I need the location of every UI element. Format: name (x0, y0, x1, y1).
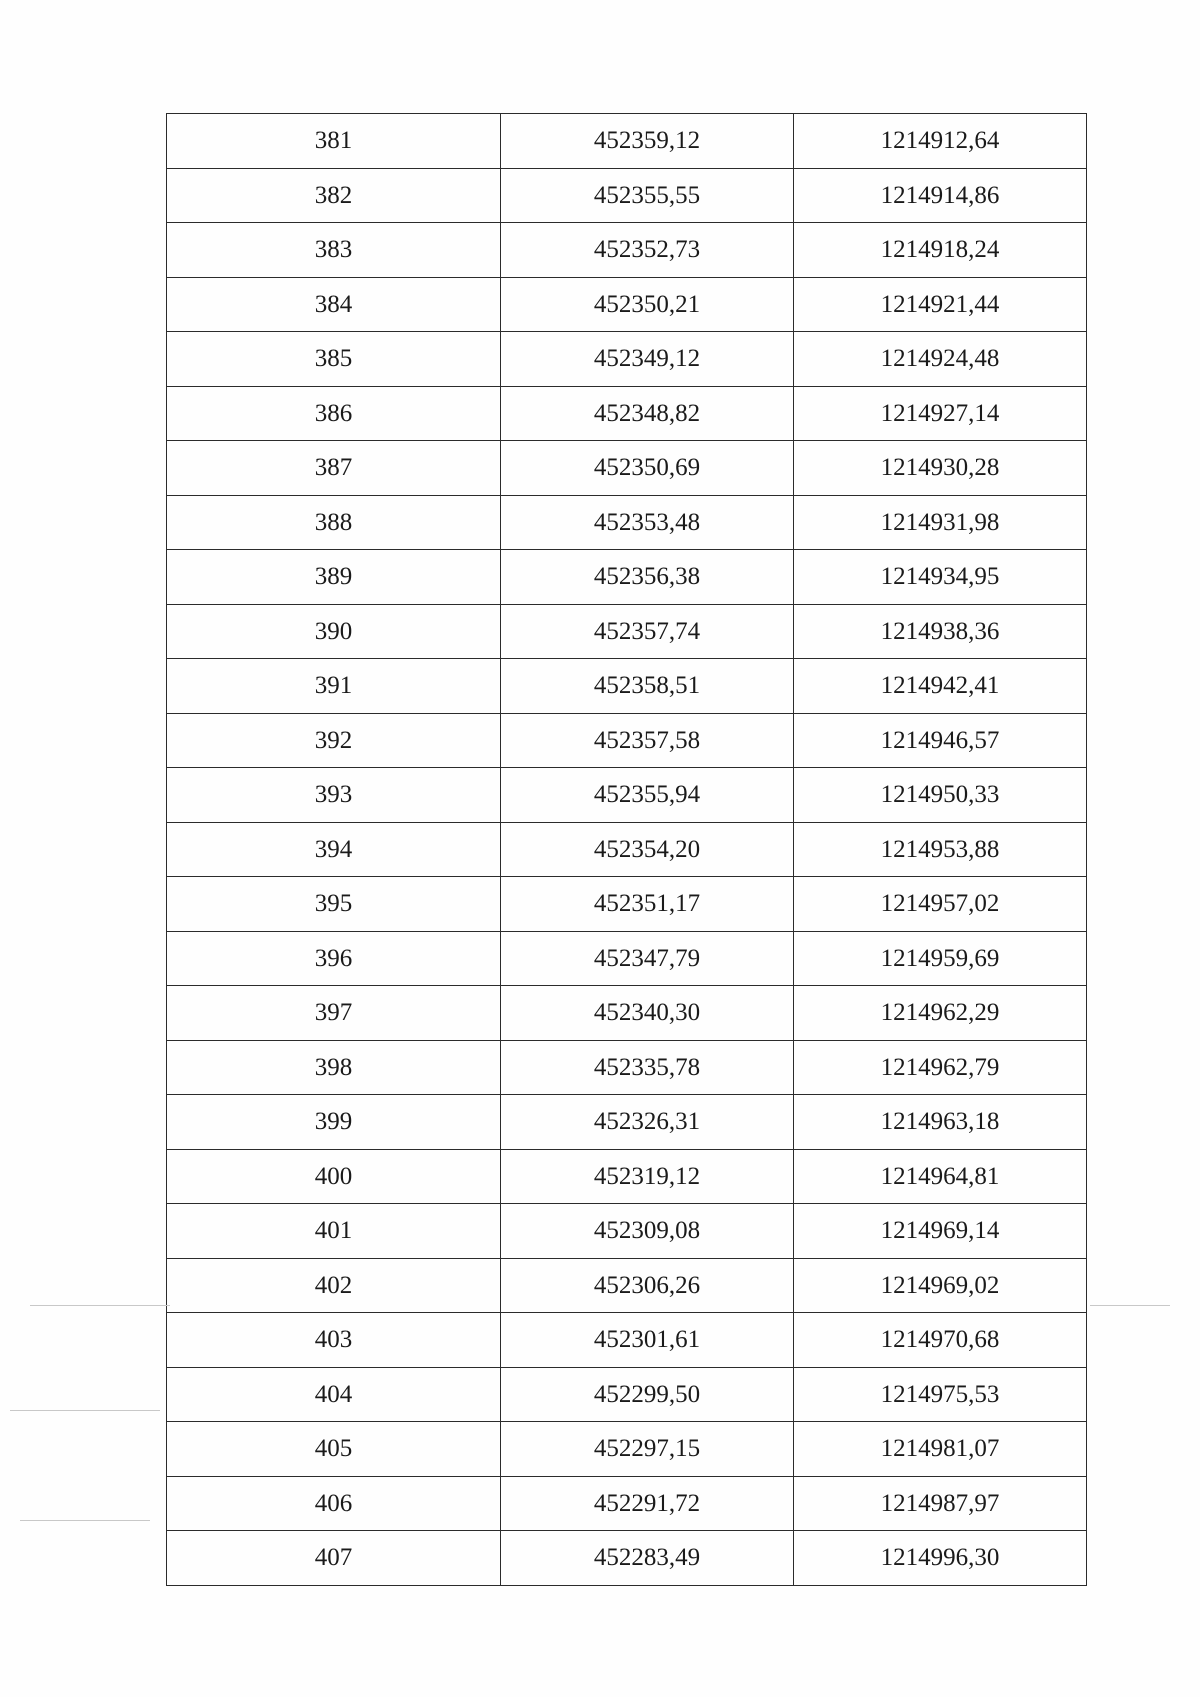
y-coordinate-cell: 1214970,68 (794, 1313, 1087, 1368)
y-coordinate-cell: 1214975,53 (794, 1367, 1087, 1422)
y-coordinate-cell: 1214957,02 (794, 877, 1087, 932)
y-coordinate-cell: 1214962,29 (794, 986, 1087, 1041)
point-number-cell: 398 (167, 1040, 501, 1095)
table-row (167, 1422, 1087, 1477)
table-row (167, 277, 1087, 332)
x-coordinate-cell: 452306,26 (501, 1258, 794, 1313)
table-row (167, 768, 1087, 823)
point-number-cell: 386 (167, 386, 501, 441)
scan-artifact-line (20, 1520, 150, 1521)
x-coordinate-cell: 452358,51 (501, 659, 794, 714)
table-row (167, 1204, 1087, 1259)
y-coordinate-cell: 1214924,48 (794, 332, 1087, 387)
y-coordinate-cell: 1214981,07 (794, 1422, 1087, 1477)
table-row (167, 1476, 1087, 1531)
point-number-cell: 396 (167, 931, 501, 986)
x-coordinate-cell: 452283,49 (501, 1531, 794, 1586)
y-coordinate-cell: 1214964,81 (794, 1149, 1087, 1204)
point-number-cell: 381 (167, 114, 501, 169)
x-coordinate-cell: 452319,12 (501, 1149, 794, 1204)
y-coordinate-cell: 1214930,28 (794, 441, 1087, 496)
point-number-cell: 382 (167, 168, 501, 223)
y-coordinate-cell: 1214942,41 (794, 659, 1087, 714)
table-row (167, 1258, 1087, 1313)
table-row (167, 1313, 1087, 1368)
y-coordinate-cell: 1214963,18 (794, 1095, 1087, 1150)
point-number-cell: 397 (167, 986, 501, 1041)
x-coordinate-cell: 452309,08 (501, 1204, 794, 1259)
y-coordinate-cell: 1214927,14 (794, 386, 1087, 441)
x-coordinate-cell: 452340,30 (501, 986, 794, 1041)
x-coordinate-cell: 452301,61 (501, 1313, 794, 1368)
scan-artifact-line (30, 1305, 170, 1306)
point-number-cell: 393 (167, 768, 501, 823)
table-row (167, 713, 1087, 768)
x-coordinate-cell: 452348,82 (501, 386, 794, 441)
y-coordinate-cell: 1214962,79 (794, 1040, 1087, 1095)
point-number-cell: 390 (167, 604, 501, 659)
y-coordinate-cell: 1214950,33 (794, 768, 1087, 823)
point-number-cell: 405 (167, 1422, 501, 1477)
table-row (167, 495, 1087, 550)
point-number-cell: 391 (167, 659, 501, 714)
table-row (167, 1040, 1087, 1095)
scan-artifact-line (10, 1410, 160, 1411)
x-coordinate-cell: 452354,20 (501, 822, 794, 877)
x-coordinate-cell: 452355,55 (501, 168, 794, 223)
table-row (167, 114, 1087, 169)
point-number-cell: 399 (167, 1095, 501, 1150)
y-coordinate-cell: 1214953,88 (794, 822, 1087, 877)
point-number-cell: 385 (167, 332, 501, 387)
point-number-cell: 387 (167, 441, 501, 496)
x-coordinate-cell: 452352,73 (501, 223, 794, 278)
x-coordinate-cell: 452299,50 (501, 1367, 794, 1422)
point-number-cell: 406 (167, 1476, 501, 1531)
coordinates-table-body (167, 114, 1087, 1586)
point-number-cell: 383 (167, 223, 501, 278)
table-row (167, 1367, 1087, 1422)
y-coordinate-cell: 1214921,44 (794, 277, 1087, 332)
point-number-cell: 384 (167, 277, 501, 332)
point-number-cell: 402 (167, 1258, 501, 1313)
x-coordinate-cell: 452326,31 (501, 1095, 794, 1150)
x-coordinate-cell: 452359,12 (501, 114, 794, 169)
x-coordinate-cell: 452349,12 (501, 332, 794, 387)
y-coordinate-cell: 1214969,14 (794, 1204, 1087, 1259)
y-coordinate-cell: 1214987,97 (794, 1476, 1087, 1531)
point-number-cell: 388 (167, 495, 501, 550)
point-number-cell: 407 (167, 1531, 501, 1586)
x-coordinate-cell: 452356,38 (501, 550, 794, 605)
point-number-cell: 392 (167, 713, 501, 768)
table-row (167, 1531, 1087, 1586)
y-coordinate-cell: 1214959,69 (794, 931, 1087, 986)
point-number-cell: 401 (167, 1204, 501, 1259)
x-coordinate-cell: 452297,15 (501, 1422, 794, 1477)
x-coordinate-cell: 452335,78 (501, 1040, 794, 1095)
table-row (167, 986, 1087, 1041)
point-number-cell: 389 (167, 550, 501, 605)
table-row (167, 822, 1087, 877)
y-coordinate-cell: 1214931,98 (794, 495, 1087, 550)
x-coordinate-cell: 452350,21 (501, 277, 794, 332)
x-coordinate-cell: 452291,72 (501, 1476, 794, 1531)
y-coordinate-cell: 1214912,64 (794, 114, 1087, 169)
table-row (167, 1095, 1087, 1150)
coordinates-table (166, 113, 1087, 1586)
y-coordinate-cell: 1214969,02 (794, 1258, 1087, 1313)
x-coordinate-cell: 452350,69 (501, 441, 794, 496)
table-row (167, 550, 1087, 605)
x-coordinate-cell: 452351,17 (501, 877, 794, 932)
x-coordinate-cell: 452353,48 (501, 495, 794, 550)
x-coordinate-cell: 452357,74 (501, 604, 794, 659)
y-coordinate-cell: 1214938,36 (794, 604, 1087, 659)
y-coordinate-cell: 1214934,95 (794, 550, 1087, 605)
point-number-cell: 400 (167, 1149, 501, 1204)
point-number-cell: 395 (167, 877, 501, 932)
table-row (167, 332, 1087, 387)
table-row (167, 168, 1087, 223)
point-number-cell: 394 (167, 822, 501, 877)
table-row (167, 659, 1087, 714)
scan-artifact-line (1090, 1305, 1170, 1306)
x-coordinate-cell: 452347,79 (501, 931, 794, 986)
y-coordinate-cell: 1214918,24 (794, 223, 1087, 278)
point-number-cell: 403 (167, 1313, 501, 1368)
table-row (167, 1149, 1087, 1204)
point-number-cell: 404 (167, 1367, 501, 1422)
y-coordinate-cell: 1214996,30 (794, 1531, 1087, 1586)
table-row (167, 441, 1087, 496)
table-row (167, 604, 1087, 659)
y-coordinate-cell: 1214946,57 (794, 713, 1087, 768)
table-row (167, 931, 1087, 986)
table-row (167, 223, 1087, 278)
x-coordinate-cell: 452355,94 (501, 768, 794, 823)
y-coordinate-cell: 1214914,86 (794, 168, 1087, 223)
table-row (167, 386, 1087, 441)
x-coordinate-cell: 452357,58 (501, 713, 794, 768)
table-row (167, 877, 1087, 932)
